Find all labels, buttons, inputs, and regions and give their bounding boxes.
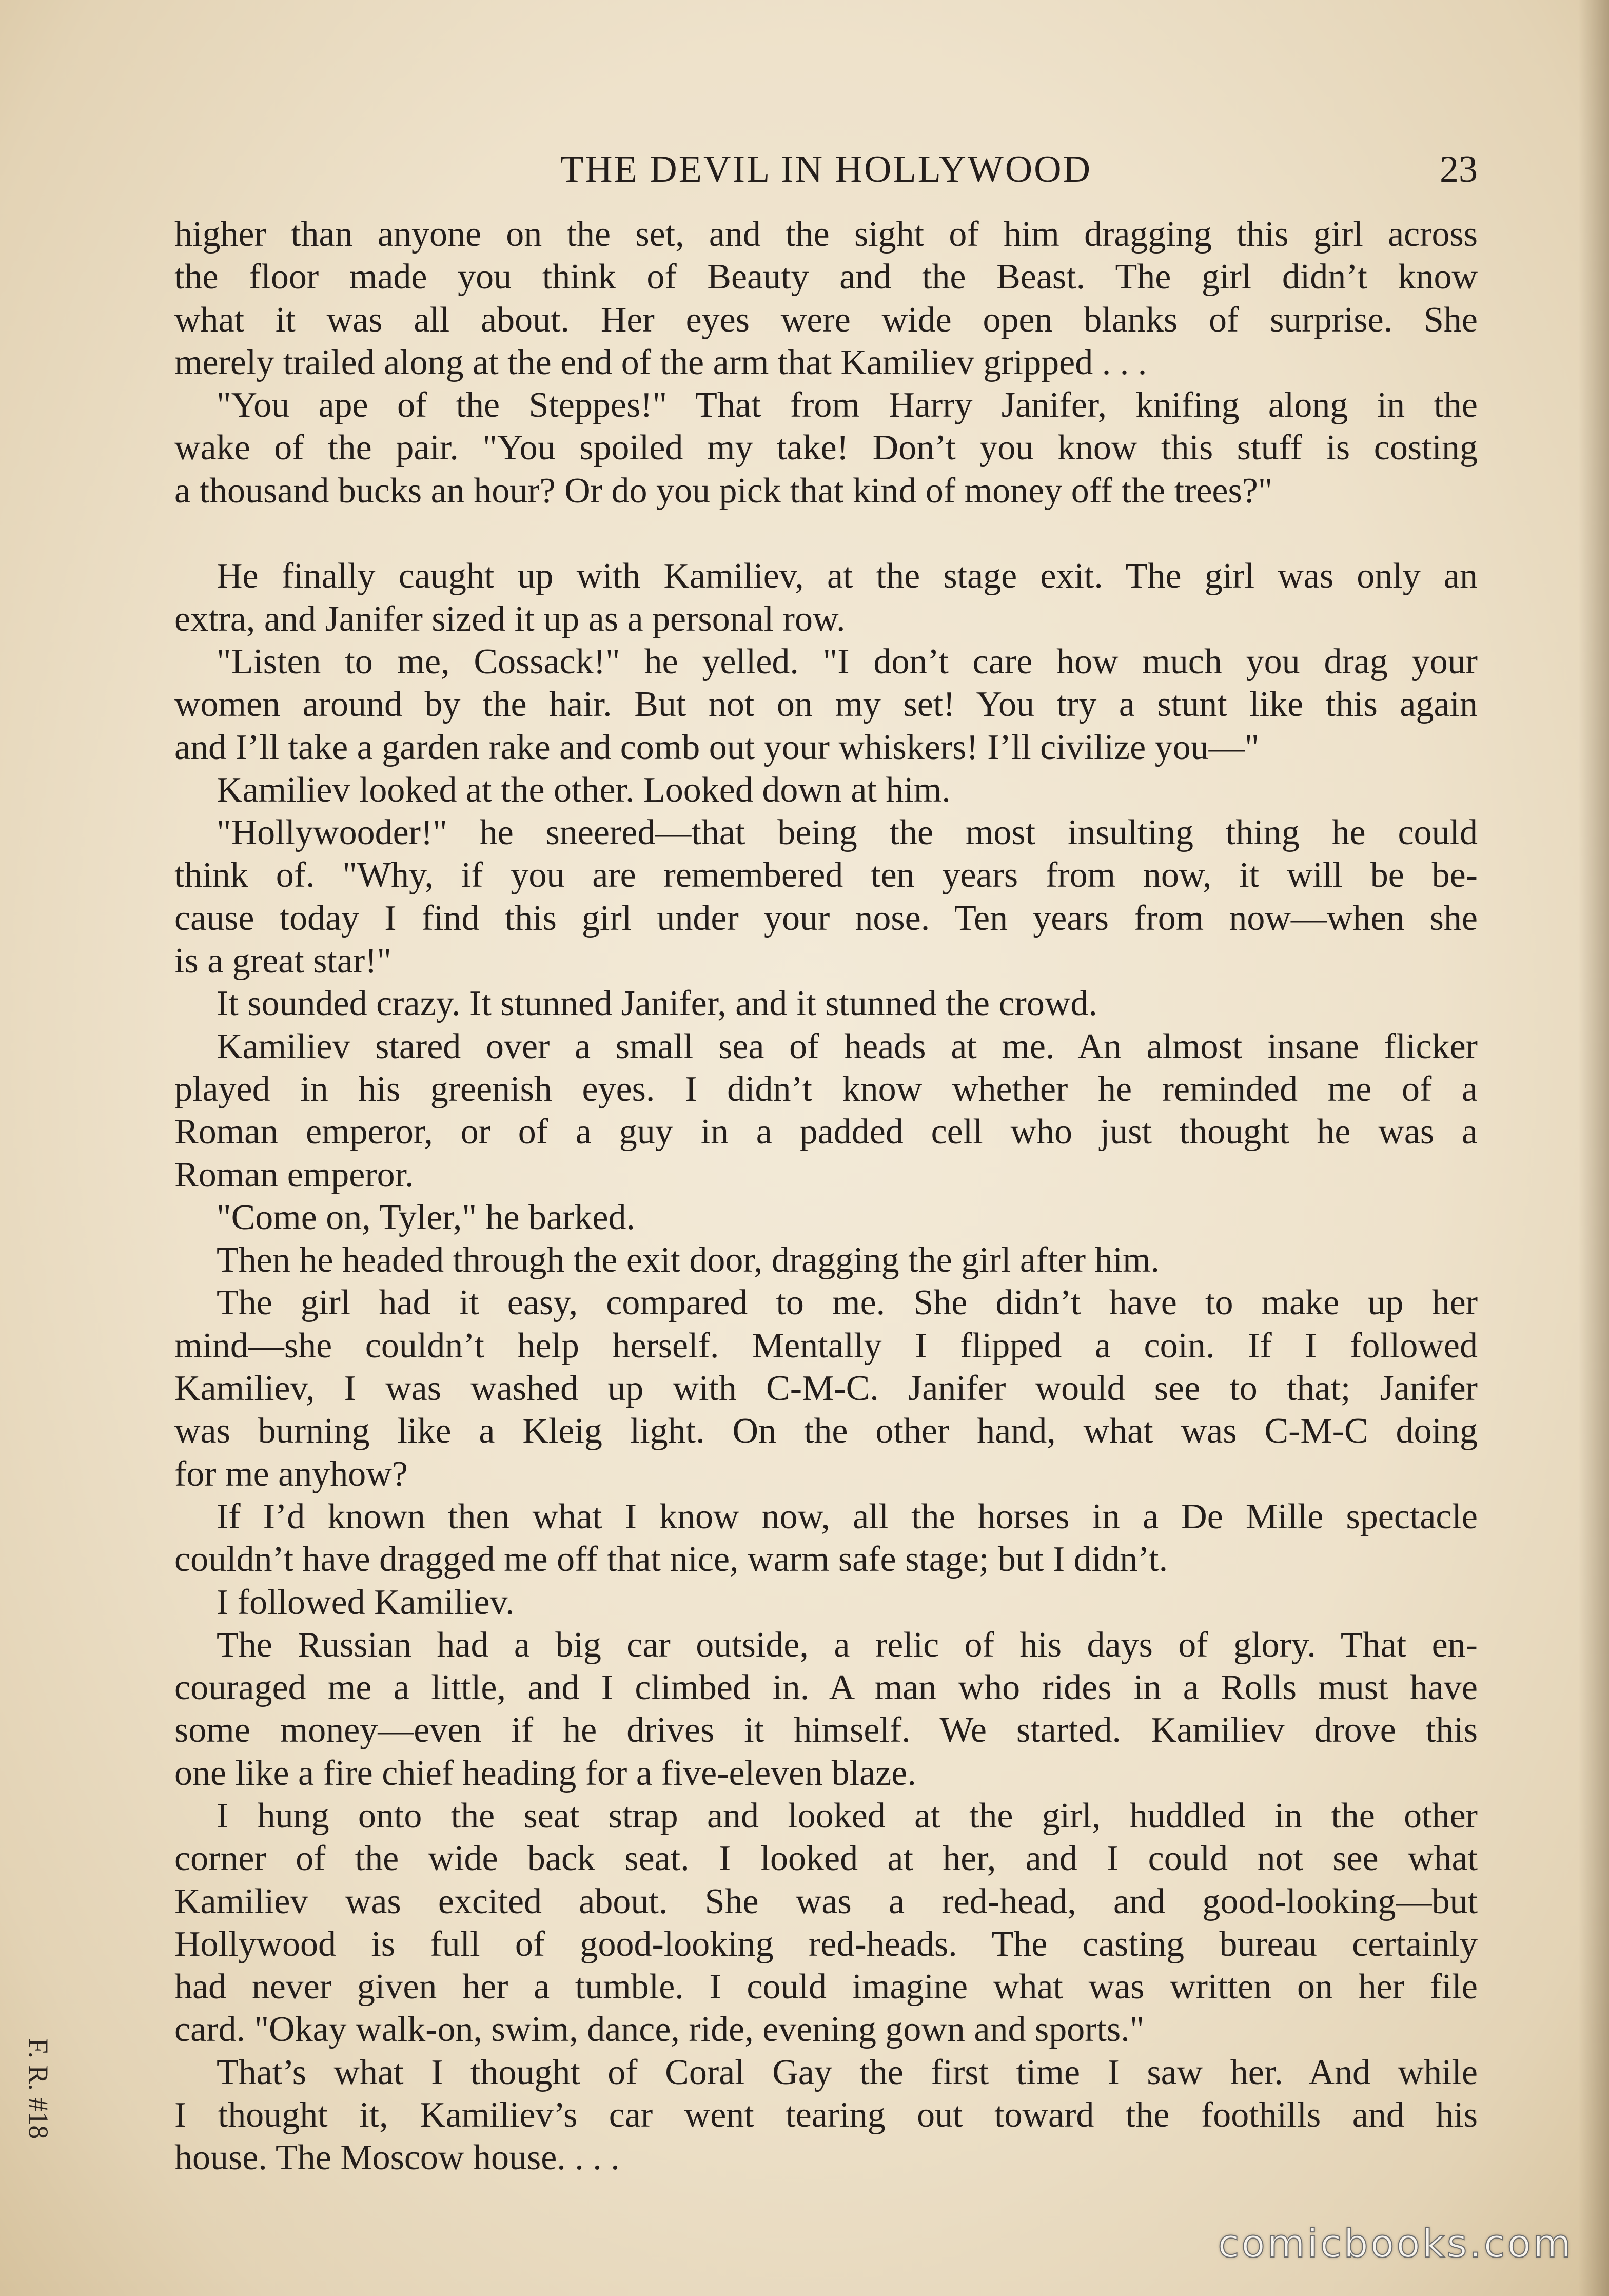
text-line: women around by the hair. But not on my set! You try a stunt like this again [174, 685, 1478, 725]
text-line: think of. "Why, if you are remembered ten years from now, it will be be- [174, 855, 1478, 896]
text-line: had never given her a tumble. I could imagine what was written on her file [174, 1967, 1478, 2007]
body-text [174, 213, 1478, 2180]
text-line: was burning like a Kleig light. On the other hand, what was C-M-C doing [174, 1411, 1478, 1451]
text-line: Kamiliev, I was washed up with C-M-C. Janifer would see to that; Janifer [174, 1369, 1478, 1409]
text-line: extra, and Janifer sized it up as a personal row. [174, 599, 846, 639]
text-line: is a great star!" [174, 941, 392, 981]
text-line: a thousand bucks an hour? Or do you pick that kind of money off the trees?" [174, 471, 1273, 511]
text-line: It sounded crazy. It stunned Janifer, and it stunned the crowd. [217, 984, 1097, 1024]
text-line: and I’ll take a garden rake and comb out your whiskers! I’ll civilize you—" [174, 727, 1260, 767]
text-line: house. The Moscow house. . . . [174, 2138, 620, 2178]
text-line: Kamiliev looked at the other. Looked down at him. [217, 770, 951, 810]
text-line: corner of the wide back seat. I looked at her, and I could not see what [174, 1839, 1478, 1879]
text-line: wake of the pair. "You spoiled my take! Don’t you know this stuff is costing [174, 428, 1478, 468]
text-line: Roman emperor. [174, 1155, 414, 1195]
text-line: The girl had it easy, compared to me. She didn’t have to make up her [217, 1283, 1478, 1323]
text-line: mind—she couldn’t help herself. Mentally I flipped a coin. If I followed [174, 1326, 1478, 1366]
page-header [174, 141, 1478, 198]
text-line: one like a fire chief heading for a five-eleven blaze. [174, 1753, 916, 1793]
text-line: Kamiliev stared over a small sea of heads at me. An almost insane flicker [217, 1026, 1478, 1066]
watermark-logo: comicbooks.com [1218, 2221, 1573, 2266]
text-line: merely trailed along at the end of the arm that Kamiliev gripped . . . [174, 342, 1147, 382]
text-line: I hung onto the seat strap and looked at the girl, huddled in the other [217, 1796, 1478, 1836]
text-line: some money—even if he drives it himself. We started. Kamiliev drove this [174, 1710, 1478, 1750]
text-line: "Hollywooder!" he sneered—that being the most insulting thing he could [217, 813, 1478, 853]
text-line: played in his greenish eyes. I didn’t know whether he reminded me of a [174, 1069, 1478, 1109]
text-line: "Come on, Tyler," he barked. [217, 1197, 636, 1237]
text-line: I thought it, Kamiliev’s car went tearing out toward the foothills and his [174, 2095, 1478, 2135]
text-line: I followed Kamiliev. [217, 1582, 515, 1622]
text-line: That’s what I thought of Coral Gay the first time I saw her. And while [217, 2052, 1478, 2092]
text-line: Then he headed through the exit door, dragging the girl after him. [217, 1240, 1160, 1280]
text-line: "You ape of the Steppes!" That from Harry Janifer, knifing along in the [217, 385, 1478, 425]
text-line: He finally caught up with Kamiliev, at the stage exit. The girl was only an [217, 556, 1478, 596]
page-number: 23 [1440, 148, 1478, 190]
text-line: Hollywood is full of good-looking red-heads. The casting bureau certainly [174, 1924, 1478, 1964]
text-line: the floor made you think of Beauty and the Beast. The girl didn’t know [174, 257, 1478, 297]
text-line: Kamiliev was excited about. She was a red-head, and good-looking—but [174, 1881, 1478, 1921]
text-line: couldn’t have dragged me off that nice, warm safe stage; but I didn’t. [174, 1540, 1168, 1580]
text-line: higher than anyone on the set, and the sight of him dragging this girl across [174, 215, 1478, 254]
text-line: couraged me a little, and I climbed in. A man who rides in a Rolls must have [174, 1668, 1478, 1708]
text-line: Roman emperor, or of a guy in a padded cell who just thought he was a [174, 1112, 1478, 1152]
text-line: cause today I find this girl under your nose. Ten years from now—when she [174, 898, 1478, 938]
text-line: If I’d known then what I know now, all the horses in a De Mille spectacle [217, 1496, 1478, 1536]
running-title: THE DEVIL IN HOLLYWOOD [560, 148, 1092, 190]
margin-code [10, 1991, 67, 2186]
text-line: "Listen to me, Cossack!" he yelled. "I don’t care how much you drag your [217, 641, 1478, 682]
text-line: for me anyhow? [174, 1454, 408, 1494]
text-line: card. "Okay walk-on, swim, dance, ride, evening gown and sports." [174, 2010, 1145, 2050]
paragraph-gap [174, 512, 1478, 555]
text-line: The Russian had a big car outside, a relic of his days of glory. That en- [217, 1625, 1478, 1665]
text-line: what it was all about. Her eyes were wide open blanks of surprise. She [174, 300, 1478, 340]
margin-code-text: F. R. #18 [23, 2038, 54, 2139]
page-edge-shadow [1578, 0, 1609, 2296]
